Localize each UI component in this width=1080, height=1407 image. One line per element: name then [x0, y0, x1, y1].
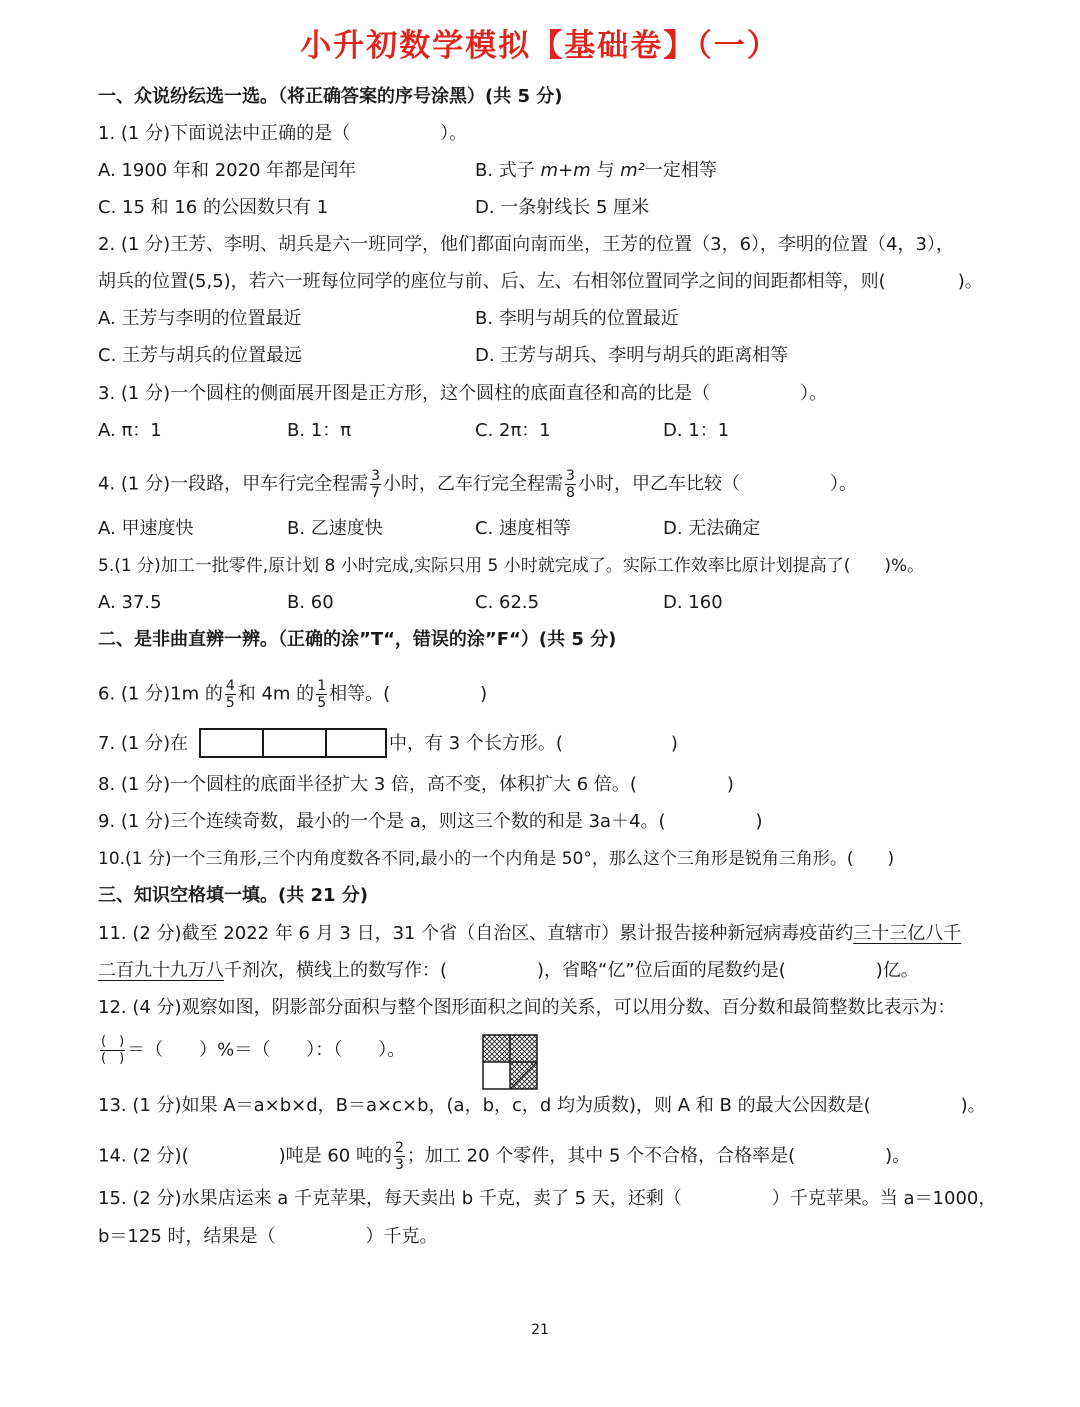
page-title: 小升初数学模拟【基础卷】（一）	[300, 28, 780, 64]
q6-text-mid: 和 4m 的	[237, 683, 315, 705]
q8-stem: 8. (1 分)一个圆柱的底面半径扩大 3 倍，高不变，体积扩大 6 倍。( )	[98, 774, 734, 795]
q5-stem: 5.(1 分)加工一批零件,原计划 8 小时完成,实际只用 5 小时就完成了。实际工作效率比原计划提高了( )%。	[98, 556, 925, 576]
section-1-heading: 一、众说纷纭选一选。（将正确答案的序号涂黑）(共 5 分)	[98, 86, 563, 107]
q6-text-post: 相等。( )	[329, 683, 488, 705]
q3-stem: 3. (1 分)一个圆柱的侧面展开图是正方形，这个圆柱的底面直径和高的比是（ ）。	[98, 383, 828, 404]
q1-option-b	[475, 159, 717, 183]
q3-option-a: A. π：1	[98, 420, 162, 441]
q12-shaded-grid-figure	[482, 1034, 538, 1090]
q12-stem: 12. (4 分)观察如图，阴影部分面积与整个图形面积之间的关系，可以用分数、百分数和最简整数比表示为：	[98, 997, 956, 1018]
section-2-heading: 二、是非曲直辨一辨。（正确的涂”T“，错误的涂”F“）(共 5 分)	[98, 629, 617, 650]
q2-option-d: D. 王芳与胡兵、李明与胡兵的距离相等	[475, 345, 789, 366]
page-number: 21	[531, 1322, 549, 1338]
q12-shaded-cell-top-right	[510, 1035, 537, 1062]
q4-option-a: A. 甲速度快	[98, 518, 194, 539]
q4-text-post: 小时，甲乙车比较（ ）。	[577, 473, 857, 495]
q15-line-1: 15. (2 分)水果店运来 a 千克苹果，每天卖出 b 千克，卖了 5 天，还剩（ ）千克苹果。当 a＝1000，	[98, 1188, 997, 1209]
q12-answer-rest: ＝（ ）%＝（ ）：（ ）。	[127, 1039, 406, 1061]
q1-option-c: C. 15 和 16 的公因数只有 1	[98, 197, 329, 218]
q4-option-b: B. 乙速度快	[287, 518, 383, 539]
q14-fraction-numerator: 2	[394, 1140, 404, 1156]
q1-option-a: A. 1900 年和 2020 年都是闰年	[98, 160, 357, 181]
q4-fraction-2-numerator: 3	[566, 468, 575, 484]
q3-option-b: B. 1：π	[287, 420, 352, 441]
q1-option-b-suffix: 一定相等	[644, 160, 717, 181]
q14-fraction-denominator: 3	[394, 1157, 404, 1173]
q4-fraction-1-denominator: 7	[371, 485, 381, 501]
q12-shaded-cell-top-left	[483, 1035, 510, 1062]
q7-divider-2	[325, 730, 327, 756]
q11-text-post: 千剂次，横线上的数写作：( )，省略“亿”位后面的尾数约是( )亿。	[224, 960, 919, 981]
q5-option-d: D. 160	[663, 592, 723, 613]
q10-stem: 10.(1 分)一个三角形,三个内角度数各不同,最小的一个内角是 50°，那么这个三角形是锐角三角形。( )	[98, 849, 895, 869]
q1-stem: 1. (1 分)下面说法中正确的是（ ）。	[98, 123, 468, 144]
q11-text-pre: 11. (2 分)截至 2022 年 6 月 3 日，31 个省（自治区、直辖市）累计报告接种新冠病毒疫苗约	[98, 923, 854, 944]
q12-answer-line	[98, 1034, 405, 1067]
q12-fraction-denominator: ( )	[101, 1051, 125, 1066]
q11-underlined-number-1: 三十三亿八千	[853, 923, 962, 944]
q13-stem: 13. (1 分)如果 A＝a×b×d，B＝a×c×b，(a，b，c，d 均为质数)，则 A 和 B 的最大公因数是( )。	[98, 1095, 986, 1116]
q4-fraction-2-denominator: 8	[566, 485, 575, 501]
q7-prefix: 7. (1 分)在	[98, 733, 189, 754]
q1-option-b-expr1: m+m	[540, 160, 591, 181]
q3-option-c: C. 2π：1	[475, 420, 551, 441]
q12-blank-fraction	[100, 1034, 125, 1067]
q1-option-d: D. 一条射线长 5 厘米	[475, 197, 650, 218]
q2-option-a: A. 王芳与李明的位置最近	[98, 308, 302, 329]
q1-option-b-prefix: B. 式子	[475, 160, 541, 181]
q4-fraction-1	[370, 468, 381, 501]
q6-fraction-1	[225, 678, 236, 711]
q3-option-d: D. 1：1	[663, 420, 730, 441]
q4-option-d: D. 无法确定	[663, 518, 761, 539]
q6-stem	[98, 678, 487, 711]
q5-option-c: C. 62.5	[475, 592, 540, 613]
q6-fraction-2-numerator: 1	[317, 678, 327, 694]
q4-option-c: C. 速度相等	[475, 518, 572, 539]
q1-option-b-expr2: m²	[620, 160, 645, 181]
q7-suffix: 中，有 3 个长方形。( )	[389, 733, 678, 754]
q6-fraction-2-denominator: 5	[317, 695, 327, 711]
q12-fraction-numerator: ( )	[101, 1034, 125, 1049]
q6-fraction-2	[316, 678, 327, 711]
q14-fraction	[394, 1140, 405, 1173]
q14-text-pre: 14. (2 分)( )吨是 60 吨的	[98, 1145, 392, 1167]
q2-line-1: 2. (1 分)王芳、李明、胡兵是六一班同学，他们都面向南而坐，王芳的位置（3，6），李明的位置（4，3），	[98, 234, 954, 255]
q5-option-a: A. 37.5	[98, 592, 162, 613]
q4-stem	[98, 468, 857, 501]
q15-line-2: b＝125 时，结果是（ ）千克。	[98, 1226, 438, 1247]
q2-option-b: B. 李明与胡兵的位置最近	[475, 308, 679, 329]
q2-line-2: 胡兵的位置(5,5)，若六一班每位同学的座位与前、后、左、右相邻位置同学之间的间距都相等，则( )。	[98, 271, 983, 292]
q9-stem: 9. (1 分)三个连续奇数，最小的一个是 a，则这三个数的和是 3a＋4。( )	[98, 811, 763, 832]
q2-option-c: C. 王芳与胡兵的位置最远	[98, 345, 303, 366]
q11-underlined-number-2: 二百九十九万八	[98, 960, 224, 981]
q5-option-b: B. 60	[287, 592, 334, 613]
q1-option-b-mid: 与	[590, 160, 621, 181]
q4-text-mid: 小时，乙车行完全程需	[383, 473, 564, 495]
q11-line-2	[98, 959, 919, 983]
q7-divider-1	[262, 730, 264, 756]
q6-fraction-1-denominator: 5	[225, 695, 235, 711]
q14-stem	[98, 1140, 910, 1173]
q7-rectangle-figure	[199, 728, 387, 758]
q4-fraction-2	[565, 468, 576, 501]
section-3-heading: 三、知识空格填一填。(共 21 分)	[98, 885, 369, 906]
q4-fraction-1-numerator: 3	[371, 468, 381, 484]
q6-fraction-1-numerator: 4	[225, 678, 235, 694]
q14-text-post: ；加工 20 个零件，其中 5 个不合格，合格率是( )。	[406, 1145, 911, 1167]
q11-line-1	[98, 922, 961, 946]
q4-text-pre: 4. (1 分)一段路，甲车行完全程需	[98, 473, 369, 495]
q6-text-pre: 6. (1 分)1m 的	[98, 683, 223, 705]
